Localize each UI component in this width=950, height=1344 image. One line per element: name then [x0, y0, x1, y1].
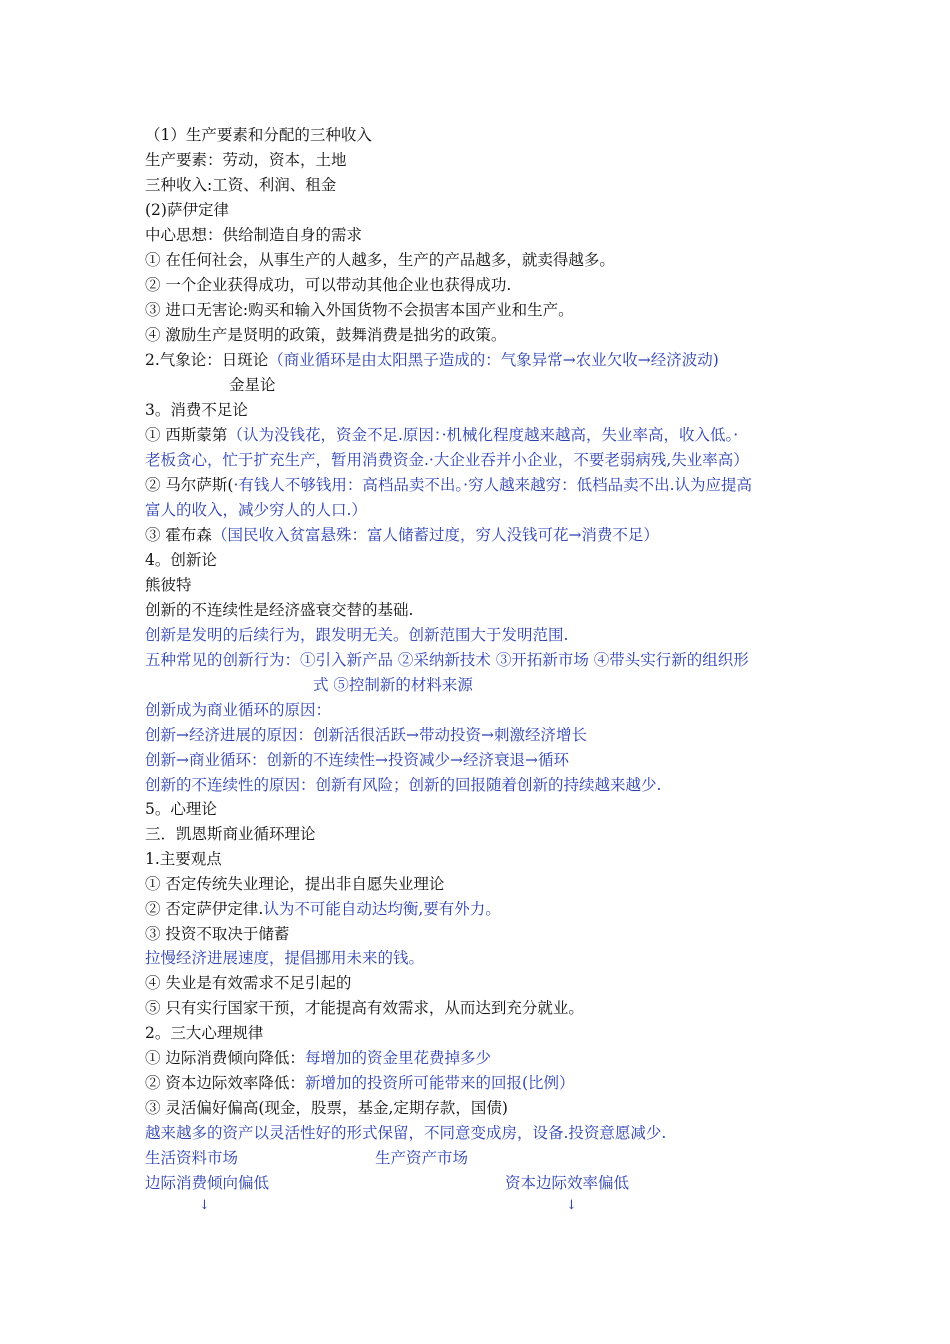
- text-line: [145, 1021, 263, 1046]
- blue-text: 创新→商业循环：创新的不连续性→投资减少→经济衰退→循环: [145, 751, 569, 769]
- blue-text: 老板贪心，忙于扩充生产，暂用消费资金.·大企业吞并小企业，不要老弱病残,失业率高）: [145, 451, 749, 469]
- text-line: [145, 748, 569, 773]
- text-line: [145, 797, 217, 822]
- black-text: ① 在任何社会，从事生产的人越多，生产的产品越多，就卖得越多。: [145, 251, 615, 269]
- text-line: [145, 423, 738, 448]
- text-line: [229, 373, 276, 398]
- black-text: 熊彼特: [145, 576, 192, 594]
- blue-text: 富人的收入，减少穷人的人口.）: [145, 501, 367, 519]
- blue-text: 创新是发明的后续行为，跟发明无关。创新范围大于发明范围.: [145, 626, 569, 644]
- blue-text: 新增加的投资所可能带来的回报(比例）: [304, 1074, 575, 1092]
- black-text: 5。心理论: [145, 800, 217, 818]
- text-line: [145, 996, 584, 1021]
- black-text: ⑤ 只有实行国家干预，才能提高有效需求，从而达到充分就业。: [145, 999, 584, 1017]
- down-arrow-icon: ↓: [199, 1198, 210, 1213]
- text-line: [145, 223, 362, 248]
- black-text: 金星论: [229, 376, 276, 394]
- black-text: 2。三大心理规律: [145, 1024, 264, 1042]
- blue-text: （商业循环是由太阳黑子造成的：气象异常→农业欠收→经济波动): [268, 351, 719, 369]
- text-line: [145, 348, 719, 373]
- blue-text: 资本边际效率偏低: [505, 1174, 630, 1192]
- text-line: [145, 971, 351, 996]
- text-line: [145, 298, 574, 323]
- black-text: (2)萨伊定律: [145, 201, 229, 219]
- blue-text: 五种常见的创新行为：①引入新产品 ②采纳新技术 ③开拓新市场 ④带头实行新的组织形: [145, 651, 749, 669]
- blue-text: （认为没钱花，资金不足.原因：·机械化程度越来越高，失业率高，收入低。·: [227, 426, 739, 444]
- down-arrow-icon: ↓: [566, 1198, 577, 1213]
- text-line: [145, 1171, 269, 1196]
- black-text: 创新的不连续性是经济盛衰交替的基础.: [145, 601, 414, 619]
- blue-text: 式 ⑤控制新的材料来源: [313, 676, 473, 694]
- black-text: ③ 霍布森: [145, 526, 212, 544]
- text-line: [145, 698, 331, 723]
- text-line: [145, 723, 587, 748]
- black-text: 4。创新论: [145, 551, 217, 569]
- text-line: [505, 1171, 629, 1196]
- text-line: [145, 523, 659, 548]
- blue-text: 创新→经济进展的原因：创新活很活跃→带动投资→刺激经济增长: [145, 726, 587, 744]
- black-text: ③ 投资不取决于储蓄: [145, 925, 290, 943]
- text-line: [145, 273, 511, 298]
- text-line: [145, 822, 316, 847]
- text-line: [145, 1146, 238, 1171]
- black-text: ③ 进口无害论:购买和输入外国货物不会损害本国产业和生产。: [145, 301, 574, 319]
- text-line: [145, 623, 568, 648]
- blue-text: 创新成为商业循环的原因：: [145, 701, 332, 719]
- text-line: [145, 847, 222, 872]
- text-line: [145, 922, 289, 947]
- black-text: ① 西斯蒙第: [145, 426, 228, 444]
- text-line: [145, 398, 248, 423]
- text-line: [145, 448, 749, 473]
- text-line: [145, 498, 367, 523]
- text-line: [145, 198, 229, 223]
- text-line: [145, 897, 501, 922]
- black-text: 三．凯恩斯商业循环理论: [145, 825, 316, 843]
- text-line: [145, 248, 615, 273]
- black-text: ② 否定萨伊定律.: [145, 900, 264, 918]
- blue-text: 越来越多的资产以灵活性好的形式保留，不同意变成房，设备.投资意愿减少.: [145, 1124, 667, 1142]
- blue-text: （国民收入贫富悬殊：富人储蓄过度，穷人没钱可花→消费不足）: [211, 526, 659, 544]
- text-line: [145, 648, 749, 673]
- blue-text: 每增加的资金里花费掉多少: [304, 1049, 491, 1067]
- blue-text: 创新的不连续性的原因：创新有风险；创新的回报随着创新的持续越来越少.: [145, 776, 662, 794]
- text-line: [145, 598, 413, 623]
- black-text: 1.主要观点: [145, 850, 222, 868]
- black-text: 2.气象论：日斑论: [145, 351, 269, 369]
- black-text: ④ 失业是有效需求不足引起的: [145, 974, 352, 992]
- black-text: ① 边际消费倾向降低：: [145, 1049, 305, 1067]
- black-text: 三种收入:工资、利润、租金: [145, 176, 337, 194]
- text-line: [145, 872, 444, 897]
- blue-text: 拉慢经济进展速度，提倡挪用未来的钱。: [145, 949, 425, 967]
- blue-text: 生产资产市场: [375, 1149, 469, 1167]
- text-line: [375, 1146, 468, 1171]
- black-text: ② 一个企业获得成功，可以带动其他企业也获得成功.: [145, 276, 512, 294]
- black-text: 3。消费不足论: [145, 401, 248, 419]
- text-line: [145, 548, 217, 573]
- blue-text: 边际消费倾向偏低: [145, 1174, 270, 1192]
- black-text: ③ 灵活偏好偏高(现金，股票，基金,定期存款，国债): [145, 1099, 508, 1117]
- text-line: [145, 323, 506, 348]
- blue-text: ·有钱人不够钱用：高档品卖不出。·穷人越来越穷：低档品卖不出.认为应提高: [233, 476, 753, 494]
- text-line: [145, 946, 424, 971]
- black-text: ② 资本边际效率降低：: [145, 1074, 305, 1092]
- black-text: ① 否定传统失业理论，提出非自愿失业理论: [145, 875, 445, 893]
- black-text: （1）生产要素和分配的三种收入: [145, 126, 372, 144]
- text-line: [145, 1121, 666, 1146]
- black-text: ② 马尔萨斯(: [145, 476, 234, 494]
- text-line: [145, 123, 372, 148]
- text-line: [313, 673, 473, 698]
- blue-text: 认为不可能自动达均衡,要有外力。: [263, 900, 501, 918]
- text-line: [145, 148, 347, 173]
- black-text: ④ 激励生产是贤明的政策，鼓舞消费是拙劣的政策。: [145, 326, 507, 344]
- black-text: 中心思想：供给制造自身的需求: [145, 226, 363, 244]
- text-line: [145, 473, 752, 498]
- blue-text: 生活资料市场: [145, 1149, 239, 1167]
- text-line: [145, 573, 192, 598]
- black-text: 生产要素：劳动，资本，土地: [145, 151, 347, 169]
- text-line: [145, 1071, 575, 1096]
- text-line: [145, 1046, 491, 1071]
- text-line: [145, 773, 661, 798]
- text-line: [145, 1096, 508, 1121]
- text-line: [145, 173, 336, 198]
